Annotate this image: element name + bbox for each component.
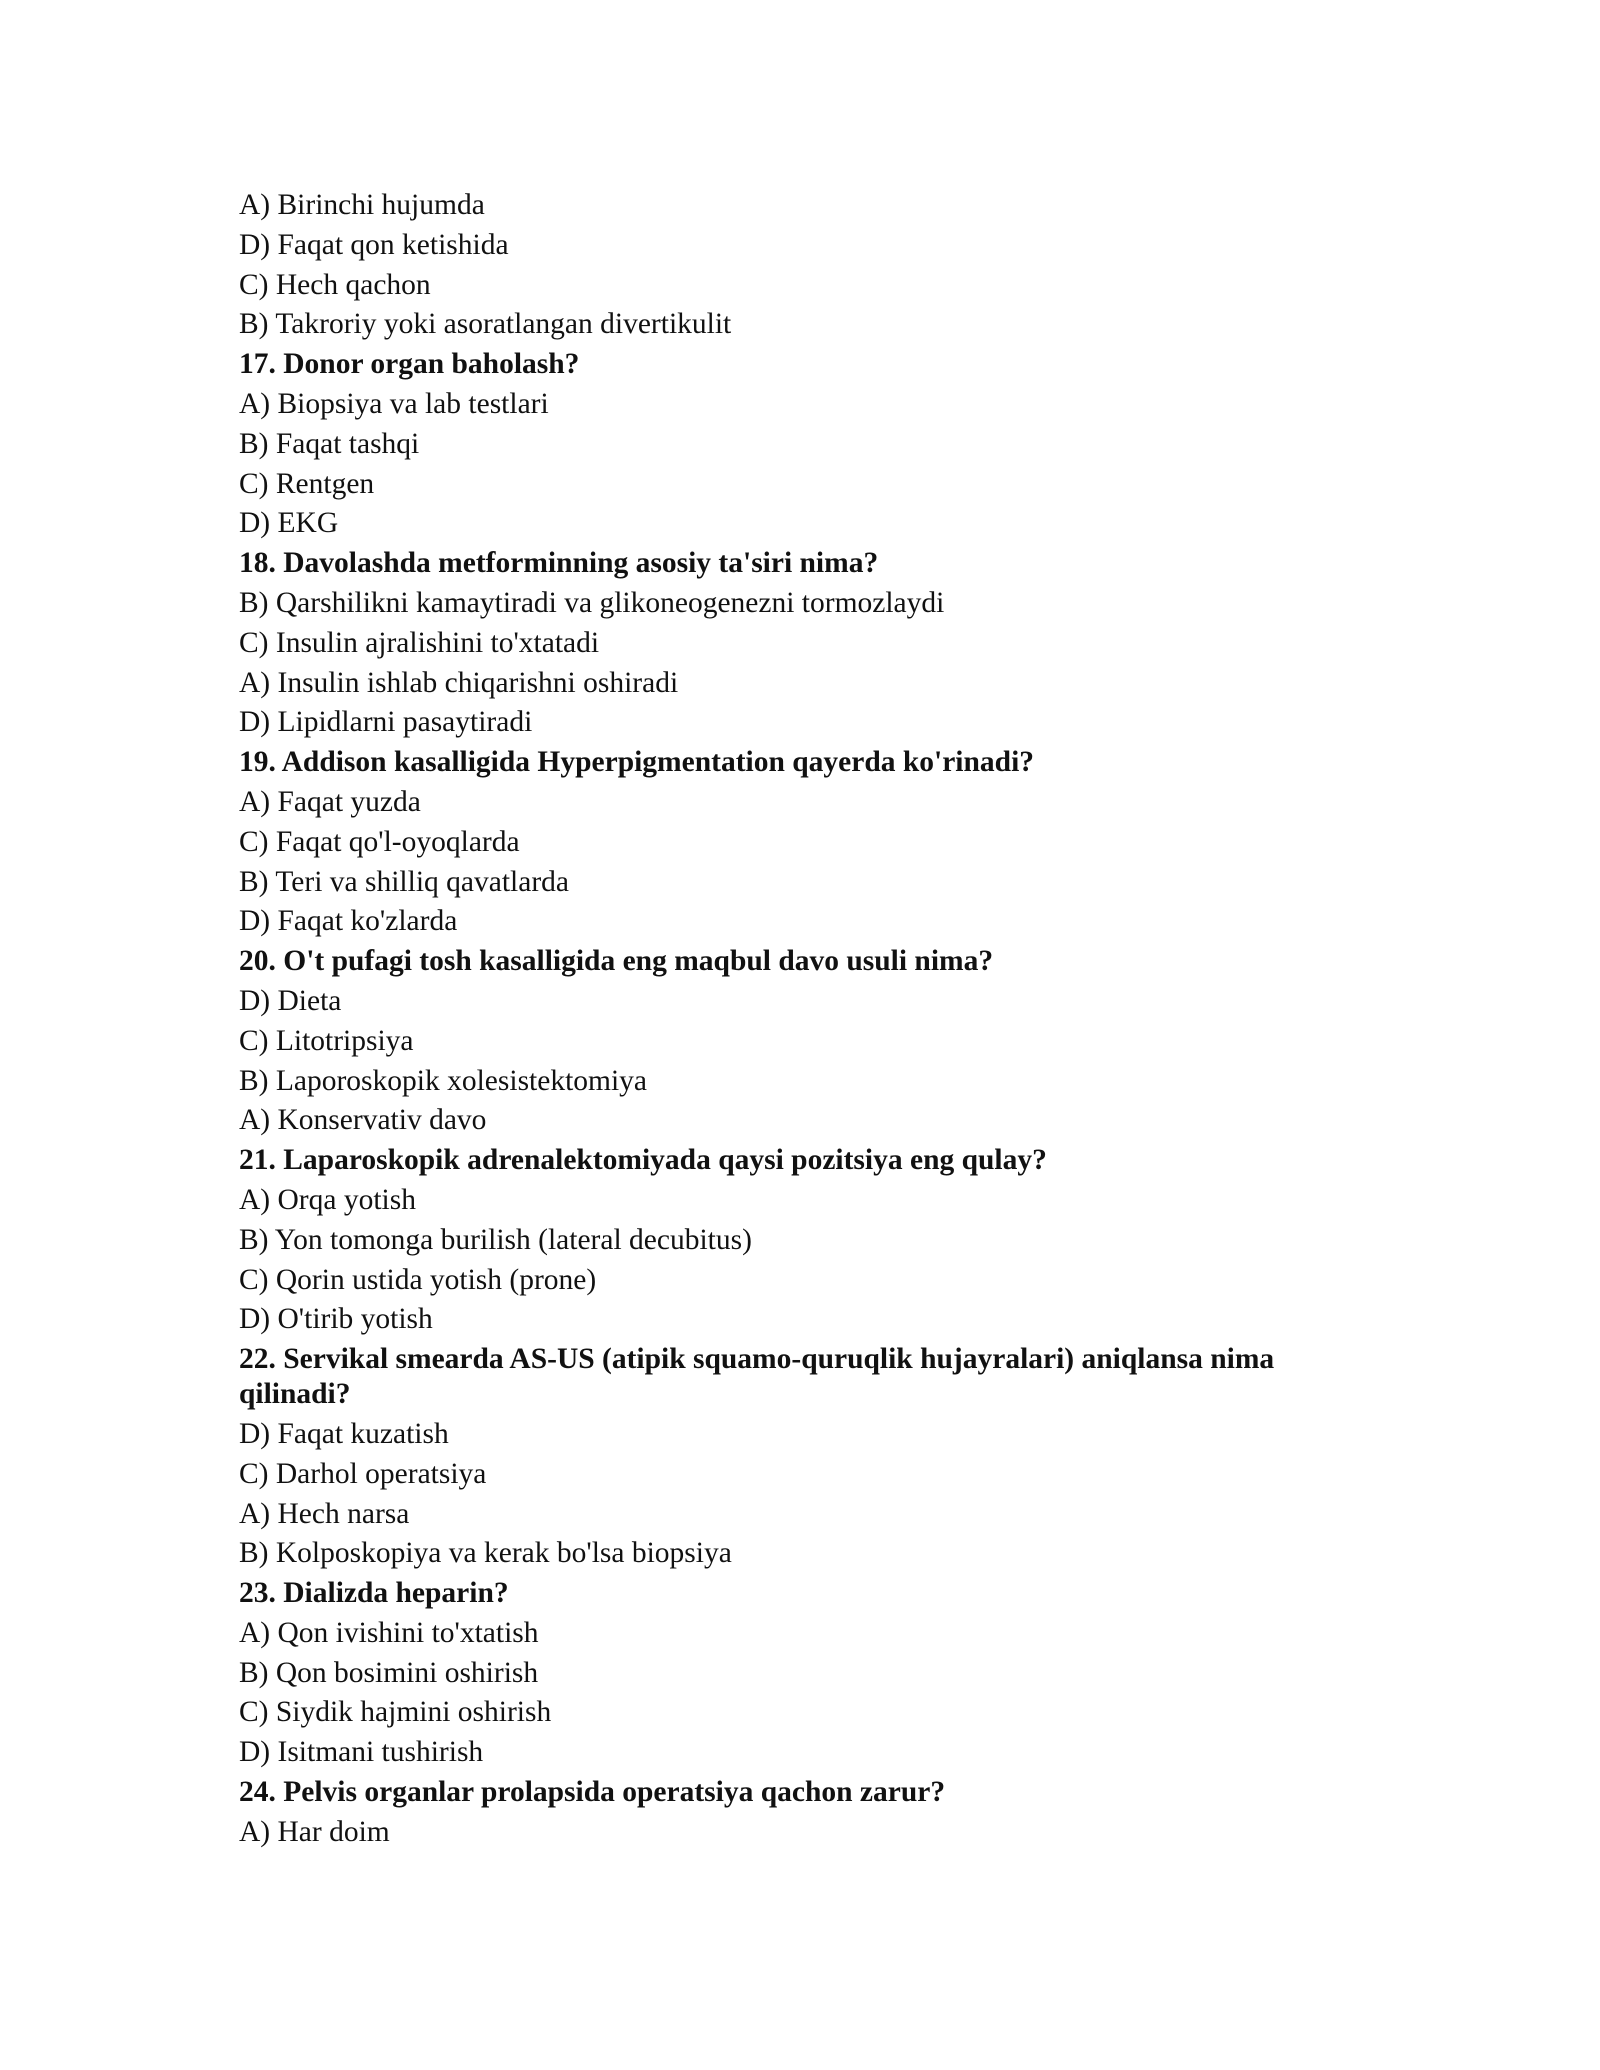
answer-option: C) Qorin ustida yotish (prone) xyxy=(239,1263,597,1296)
answer-option: B) Faqat tashqi xyxy=(239,427,420,460)
answer-option: B) Qon bosimini oshirish xyxy=(239,1656,539,1689)
question-22 xyxy=(239,1342,1359,1574)
question-title: 20. O't pufagi tosh kasalligida eng maqbul davo usuli nima? xyxy=(239,945,994,978)
lead-options xyxy=(239,186,1359,345)
answer-option: D) O'tirib yotish xyxy=(239,1303,433,1336)
answer-option: C) Litotripsiya xyxy=(239,1024,414,1057)
document-page xyxy=(239,186,1359,1853)
answer-option: C) Darhol operatsiya xyxy=(239,1457,487,1490)
question-title: 19. Addison kasalligida Hyperpigmentation qayerda ko'rinadi? xyxy=(239,746,1035,779)
answer-option: D) Faqat qon ketishida xyxy=(239,228,509,261)
answer-option: A) Qon ivishini to'xtatish xyxy=(239,1616,539,1649)
question-title: 18. Davolashda metforminning asosiy ta'siri nima? xyxy=(239,547,879,580)
answer-option: A) Insulin ishlab chiqarishni oshiradi xyxy=(239,666,679,699)
answer-option: D) Lipidlarni pasaytiradi xyxy=(239,706,533,739)
question-title: 24. Pelvis organlar prolapsida operatsiya qachon zarur? xyxy=(239,1776,946,1809)
answer-option: B) Kolposkopiya va kerak bo'lsa biopsiya xyxy=(239,1537,732,1570)
answer-option: B) Qarshilikni kamaytiradi va glikoneogenezni tormozlaydi xyxy=(239,586,945,619)
question-20 xyxy=(239,944,1359,1141)
question-19 xyxy=(239,745,1359,942)
answer-option: A) Faqat yuzda xyxy=(239,785,421,818)
answer-option: C) Faqat qo'l-oyoqlarda xyxy=(239,825,520,858)
question-18 xyxy=(239,546,1359,743)
question-23 xyxy=(239,1576,1359,1773)
answer-option: D) EKG xyxy=(239,507,339,540)
answer-option: D) Dieta xyxy=(239,984,342,1017)
answer-option: A) Biopsiya va lab testlari xyxy=(239,387,549,420)
answer-option: C) Hech qachon xyxy=(239,268,431,301)
question-title: 17. Donor organ baholash? xyxy=(239,348,580,381)
answer-option: A) Birinchi hujumda xyxy=(239,189,485,221)
answer-option: C) Rentgen xyxy=(239,467,375,500)
question-17 xyxy=(239,347,1359,544)
question-title: 22. Servikal smearda AS-US (atipik squamo-quruqlik hujayralari) aniqlansa nima qilinadi? xyxy=(239,1343,1275,1411)
answer-option: C) Insulin ajralishini to'xtatadi xyxy=(239,626,600,659)
answer-option: B) Laporoskopik xolesistektomiya xyxy=(239,1064,648,1097)
answer-option: D) Faqat ko'zlarda xyxy=(239,905,458,938)
question-title: 23. Dializda heparin? xyxy=(239,1577,509,1610)
answer-option: C) Siydik hajmini oshirish xyxy=(239,1696,552,1729)
answer-option: A) Konservativ davo xyxy=(239,1104,487,1137)
answer-option: A) Orqa yotish xyxy=(239,1183,416,1216)
question-24 xyxy=(239,1775,1359,1853)
answer-option: B) Takroriy yoki asoratlangan divertikulit xyxy=(239,308,732,341)
answer-option: B) Yon tomonga burilish (lateral decubitus) xyxy=(239,1223,752,1256)
answer-option: D) Isitmani tushirish xyxy=(239,1736,484,1769)
question-21 xyxy=(239,1143,1359,1340)
answer-option: B) Teri va shilliq qavatlarda xyxy=(239,865,569,898)
answer-option: A) Hech narsa xyxy=(239,1497,410,1530)
answer-option: D) Faqat kuzatish xyxy=(239,1417,449,1450)
question-title: 21. Laparoskopik adrenalektomiyada qaysi pozitsiya eng qulay? xyxy=(239,1144,1047,1177)
answer-option: A) Har doim xyxy=(239,1815,390,1848)
